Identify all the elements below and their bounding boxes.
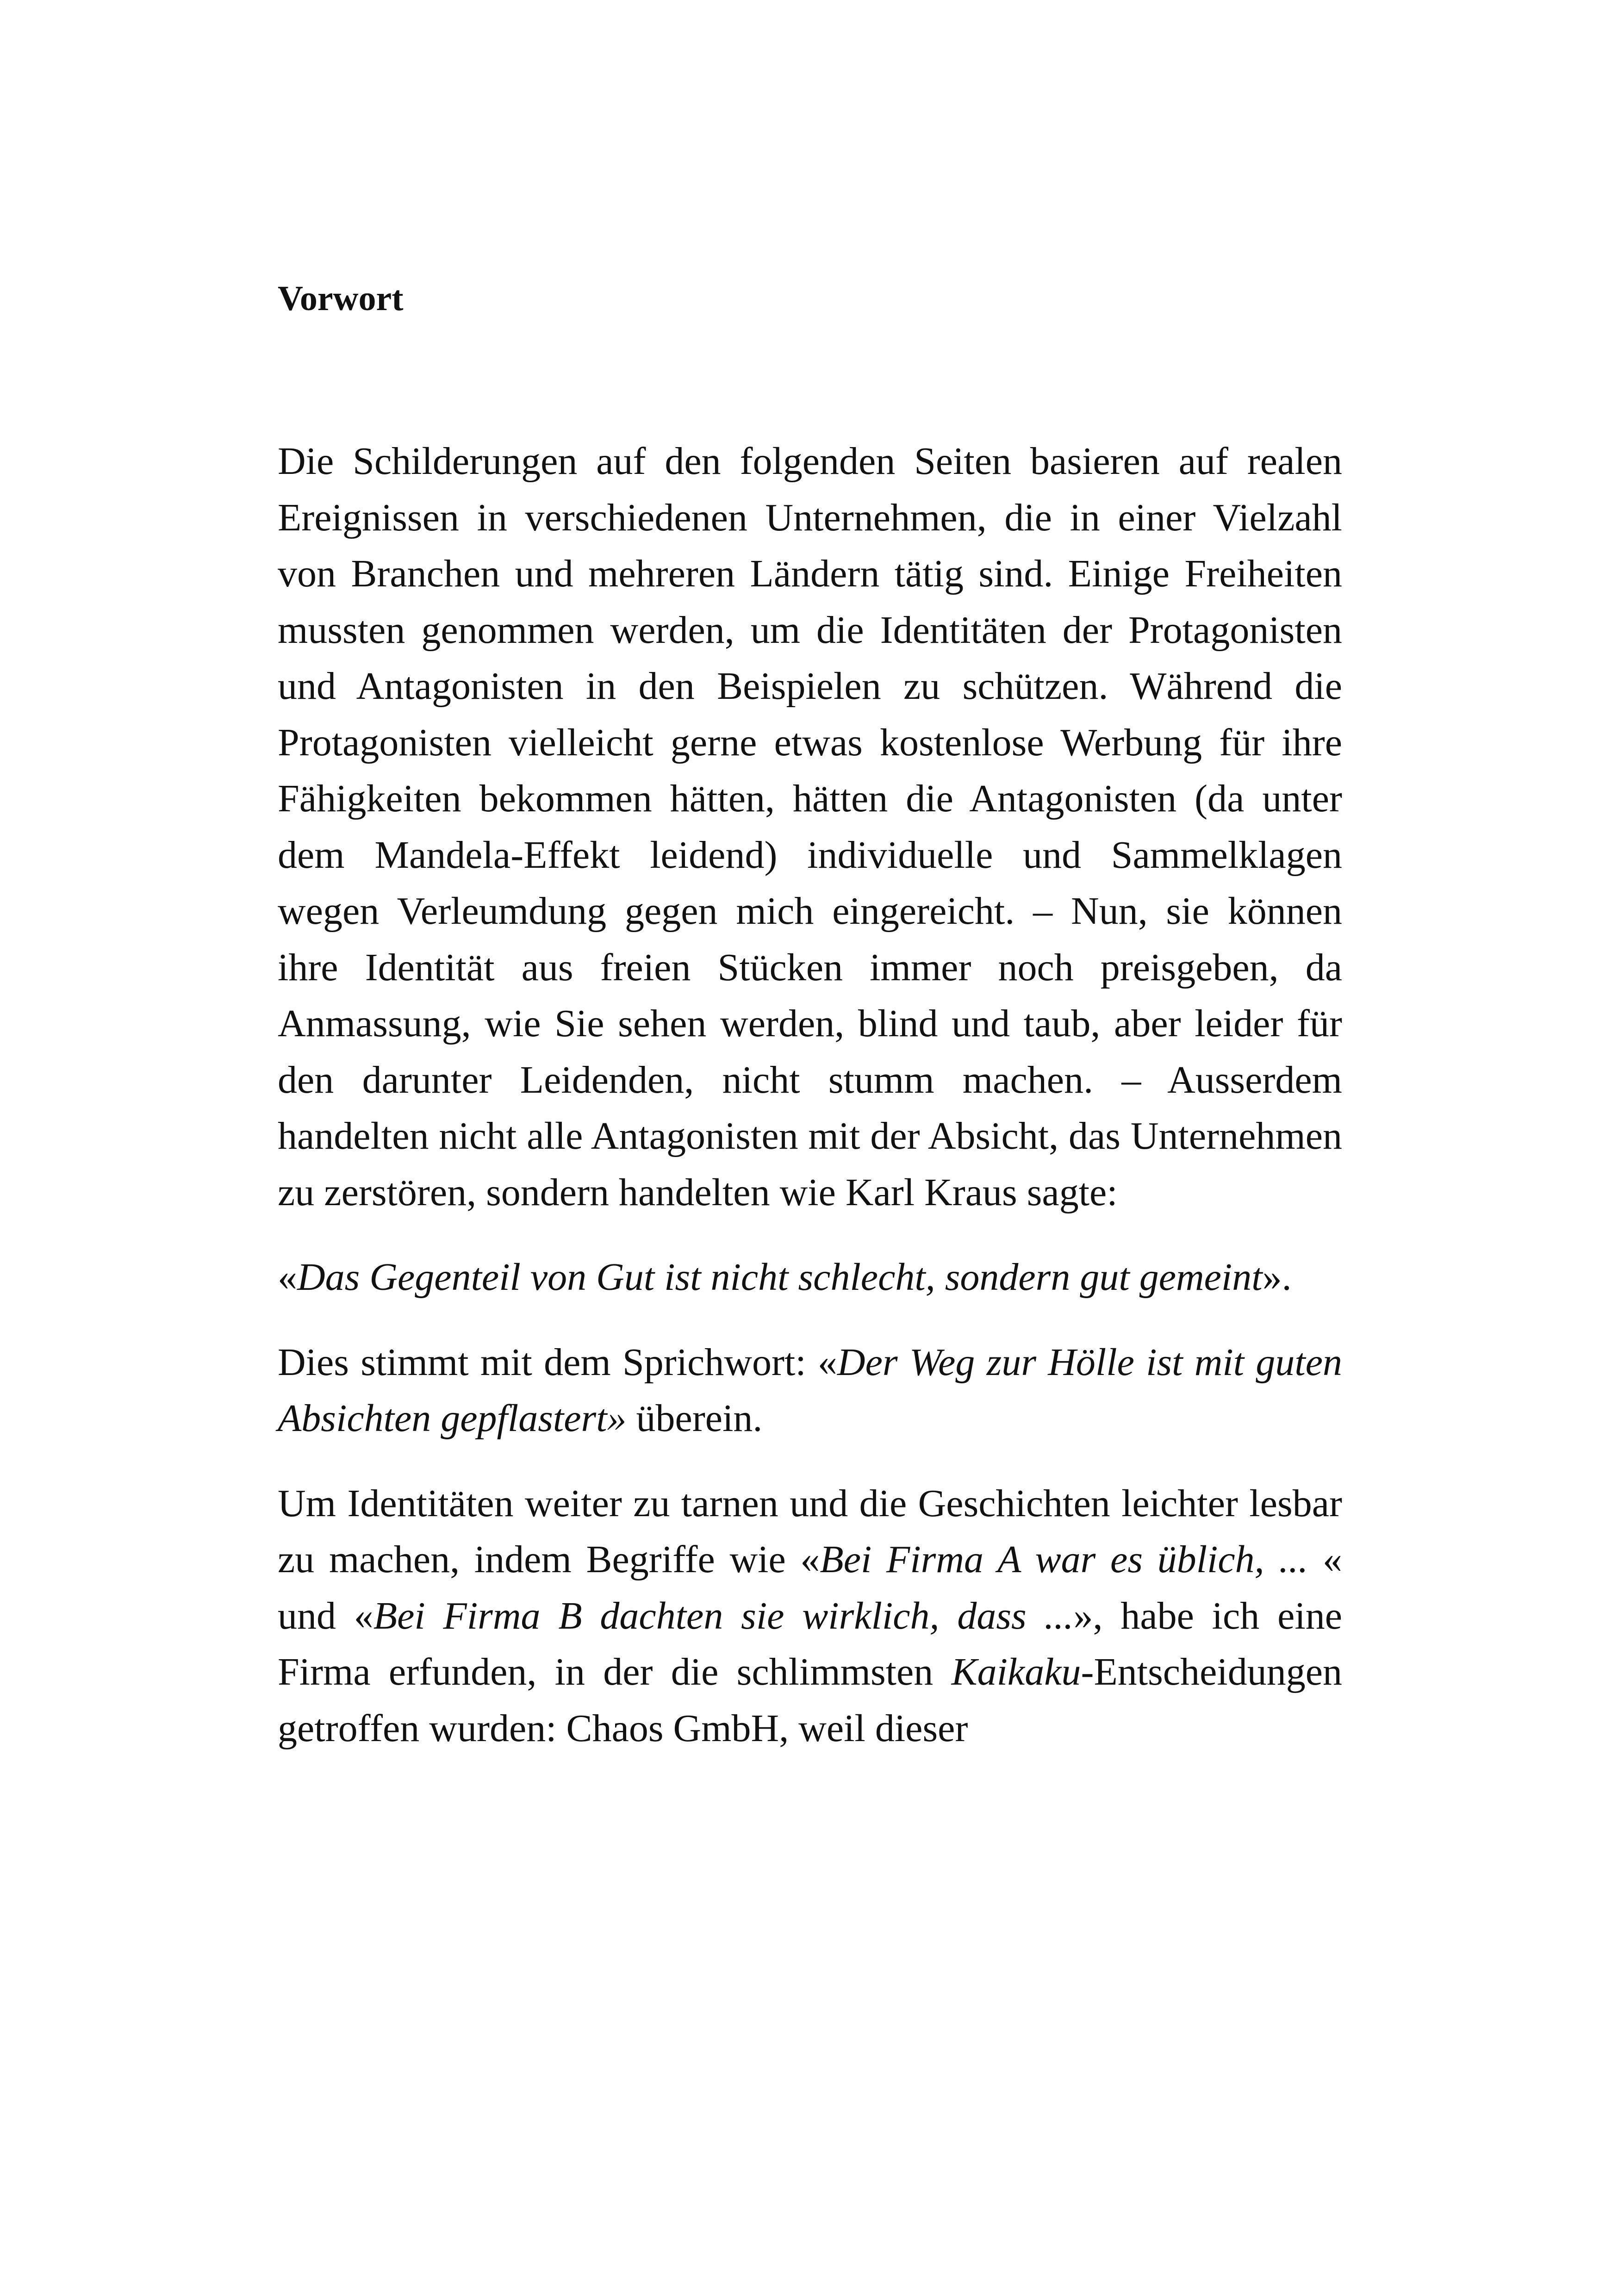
text-segment: Dies stimmt mit dem Sprichwort: « [278,1340,837,1384]
paragraph-quote-kraus [278,1249,1342,1306]
paragraph-chaos-gmbh [278,1475,1342,1757]
italic-phrase: Bei Firma A war es üblich, ... [820,1538,1308,1581]
page-title: Vorwort [278,279,404,318]
italic-quote: Das Gegenteil von Gut ist nicht schlecht, sondern gut gemeint [297,1256,1263,1299]
text-segment: Die Schilderungen auf den folgenden Seiten basieren auf realen Ereignissen in verschiedenen Unternehmen, die in einer Vielzahl von Branchen und mehreren Ländern tätig sind. Einige Freiheiten mussten genommen werden, um die Identitäten der Protagonisten und Antagonisten in den Beispielen zu schützen. Während die Protagonisten vielleicht gerne etwas kostenlose Werbung für ihre Fähigkeiten bekommen hätten, hätten die Antagonisten (da unter dem Mandela-Effekt leidend) individuelle und Sammelklagen wegen Verleumdung gegen mich eingereicht. – Nun, sie können ihre Identität aus freien Stücken immer noch preisgeben, da Anmassung, wie Sie sehen werden, blind und taub, aber leider für den darunter Leidenden, nicht stumm machen. – Ausserdem handelten nicht alle Antagonisten mit der Absicht, das Unternehmen zu zerstören, sondern handelten wie Karl Kraus sagte: [278,440,1342,1214]
text-segment: « und « [278,1538,1343,1637]
italic-quote: Der Weg zur Hölle ist mit guten Absichten gepflastert» [278,1340,1342,1440]
italic-phrase: Bei Firma B dachten sie wirklich, dass ... [373,1594,1074,1637]
text-segment: », habe ich eine Firma erfunden, in der die schlimmsten [278,1594,1342,1694]
text-segment: überein. [626,1397,763,1440]
paragraph-proverb [278,1334,1342,1447]
text-segment: -Entscheidungen getroffen wurden: Chaos GmbH, weil dieser [278,1650,1342,1750]
body-text [278,433,1342,1756]
text-segment: Um Identitäten weiter zu tarnen und die Geschichten leichter lesbar zu machen, indem Begriffe wie « [278,1481,1342,1581]
text-segment: « [278,1256,297,1299]
document-page [278,278,1342,1756]
paragraph-intro [278,433,1342,1220]
text-segment: ». [1262,1256,1292,1299]
italic-term-kaikaku: Kaikaku [951,1650,1081,1694]
